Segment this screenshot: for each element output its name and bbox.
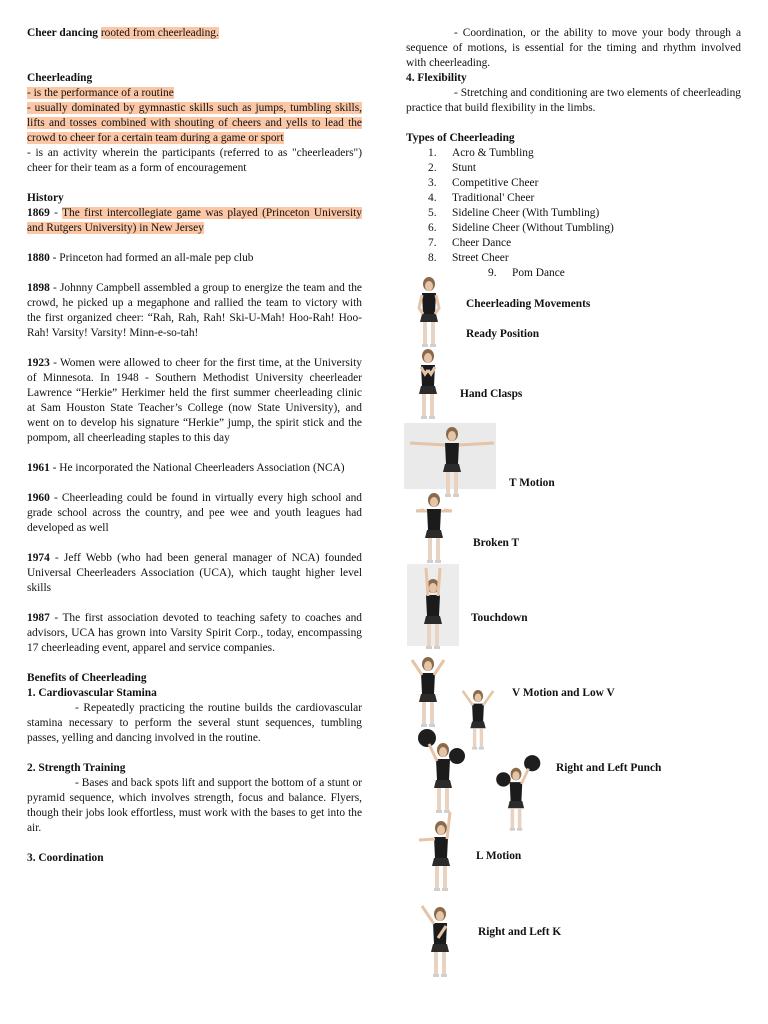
list-item: 6. Sideline Cheer (Without Tumbling) (428, 222, 614, 234)
list-item: 1. Acro & Tumbling (428, 147, 534, 159)
list-item: 2. Stunt (428, 162, 477, 174)
coordination-text: - Coordination, or the ability to move your body through a sequence of motions, is essential for the timing and rhythm involved with cheerleading. (406, 27, 741, 69)
k-motion-figure (422, 906, 449, 977)
history-entry: 1898 - Johnny Campbell assembled a group to energize the team and the crowd, he picked up a megaphone and rallied the team to victory with the first organized cheer: “Rah, Rah, Rah! Ski-U-Mah! Hoo-Rah! Hoo-Rah! Varsity! Varsity! Minn-e-so-tah! (27, 282, 362, 339)
hand-clasps-label: Hand Clasps (460, 388, 523, 400)
v-motion-figure (412, 657, 444, 727)
k-motion-label: Right and Left K (478, 926, 562, 938)
cheer-def-3: - is an activity wherein the participants (referred to as "cheerleaders") cheer for their team as a form of encouragement (27, 147, 362, 174)
t-motion-figure (404, 423, 496, 497)
benefits-heading: Benefits of Cheerleading (27, 672, 147, 684)
benefit-4-text: - Stretching and conditioning are two elements of cheerleading practice that build flexibility in the limbs. (406, 87, 741, 114)
broken-t-label: Broken T (473, 537, 520, 549)
intro-highlight: rooted from cheerleading. (100, 27, 219, 39)
t-motion-label: T Motion (509, 477, 555, 489)
left-punch-figure (496, 755, 540, 831)
ready-position-label: Ready Position (466, 328, 540, 340)
broken-t-figure (416, 493, 452, 563)
cheer-def-2: - usually dominated by gymnastic skills such as jumps, tumbling skills, lifts and tosses combined with shouting of cheers and yells to lead the crowd to cheer for a certain team during a game or sport (27, 102, 362, 144)
history-entry: 1974 - Jeff Webb (who had been general manager of NCA) founded Universal Cheerleaders Association (UCA), which taught higher level skills (27, 552, 362, 594)
l-motion-figure (419, 812, 450, 891)
history-entry: 1869 - The first intercollegiate game was played (Princeton University and Rutgers University) in New Jersey (27, 207, 362, 234)
v-motion-label: V Motion and Low V (512, 687, 615, 699)
ready-position-figure (419, 277, 439, 347)
benefit-3-title: 3. Coordination (27, 852, 104, 864)
list-item: 4. Traditional' Cheer (428, 192, 535, 204)
types-heading: Types of Cheerleading (406, 132, 515, 144)
list-item: 7. Cheer Dance (428, 237, 512, 249)
history-entry: 1960 - Cheerleading could be found in virtually every high school and grade school across the country, and pee wee and youth leagues had developed as well (27, 492, 362, 534)
benefit-1-text: - Repeatedly practicing the routine builds the cardiovascular stamina necessary to perform the several stunt sequences, tumbling passes, yelling and dancing involved in the routine. (27, 702, 362, 744)
list-item: 5. Sideline Cheer (With Tumbling) (428, 207, 600, 219)
list-item: 3. Competitive Cheer (428, 177, 539, 189)
cheerleading-heading: Cheerleading (27, 72, 93, 84)
history-entry: 1923 - Women were allowed to cheer for the first time, at the University of Minnesota. In 1948 - Southern Methodist University cheerleader Lawrence “Herkie” Herkimer held the first summer cheerleading clinic at Sam Houston State Teacher’s College (now State University), and went on to develop his signature “Herkie” jump, the spirit stick and the pompom, all cheerleading staples to this day (27, 357, 362, 444)
benefit-2-text: - Bases and back spots lift and support the bottom of a stunt or pyramid sequence, which involves strength, focus and balance. Flyers, though their jobs look effortless, must work with the bases to get into the air. (27, 777, 362, 834)
low-v-figure (463, 690, 494, 750)
list-item: 9. Pom Dance (488, 267, 565, 279)
hand-clasps-figure (419, 349, 437, 419)
history-entry: 1987 - The first association devoted to teaching safety to coaches and advisors, UCA has grown into Varsity Spirit Corp., today, encompassing 17 cheerleading event, apparel and service companies. (27, 612, 362, 654)
history-entry: 1961 - He incorporated the National Cheerleaders Association (NCA) (27, 462, 345, 474)
l-motion-label: L Motion (476, 850, 522, 862)
list-item: 8. Street Cheer (428, 252, 509, 264)
history-entry: 1880 - Princeton had formed an all-male pep club (27, 252, 254, 264)
touchdown-figure (407, 564, 459, 649)
intro-bold: Cheer dancing (27, 27, 98, 39)
touchdown-label: Touchdown (471, 612, 528, 624)
benefit-4-title: 4. Flexibility (406, 72, 467, 84)
benefit-2-title: 2. Strength Training (27, 762, 126, 774)
right-punch-figure (418, 729, 465, 813)
cheer-def-1: - is the performance of a routine (27, 87, 174, 99)
history-heading: History (27, 192, 64, 204)
benefit-1-title: 1. Cardiovascular Stamina (27, 687, 157, 699)
punch-label: Right and Left Punch (556, 762, 662, 774)
movements-heading: Cheerleading Movements (466, 298, 591, 310)
